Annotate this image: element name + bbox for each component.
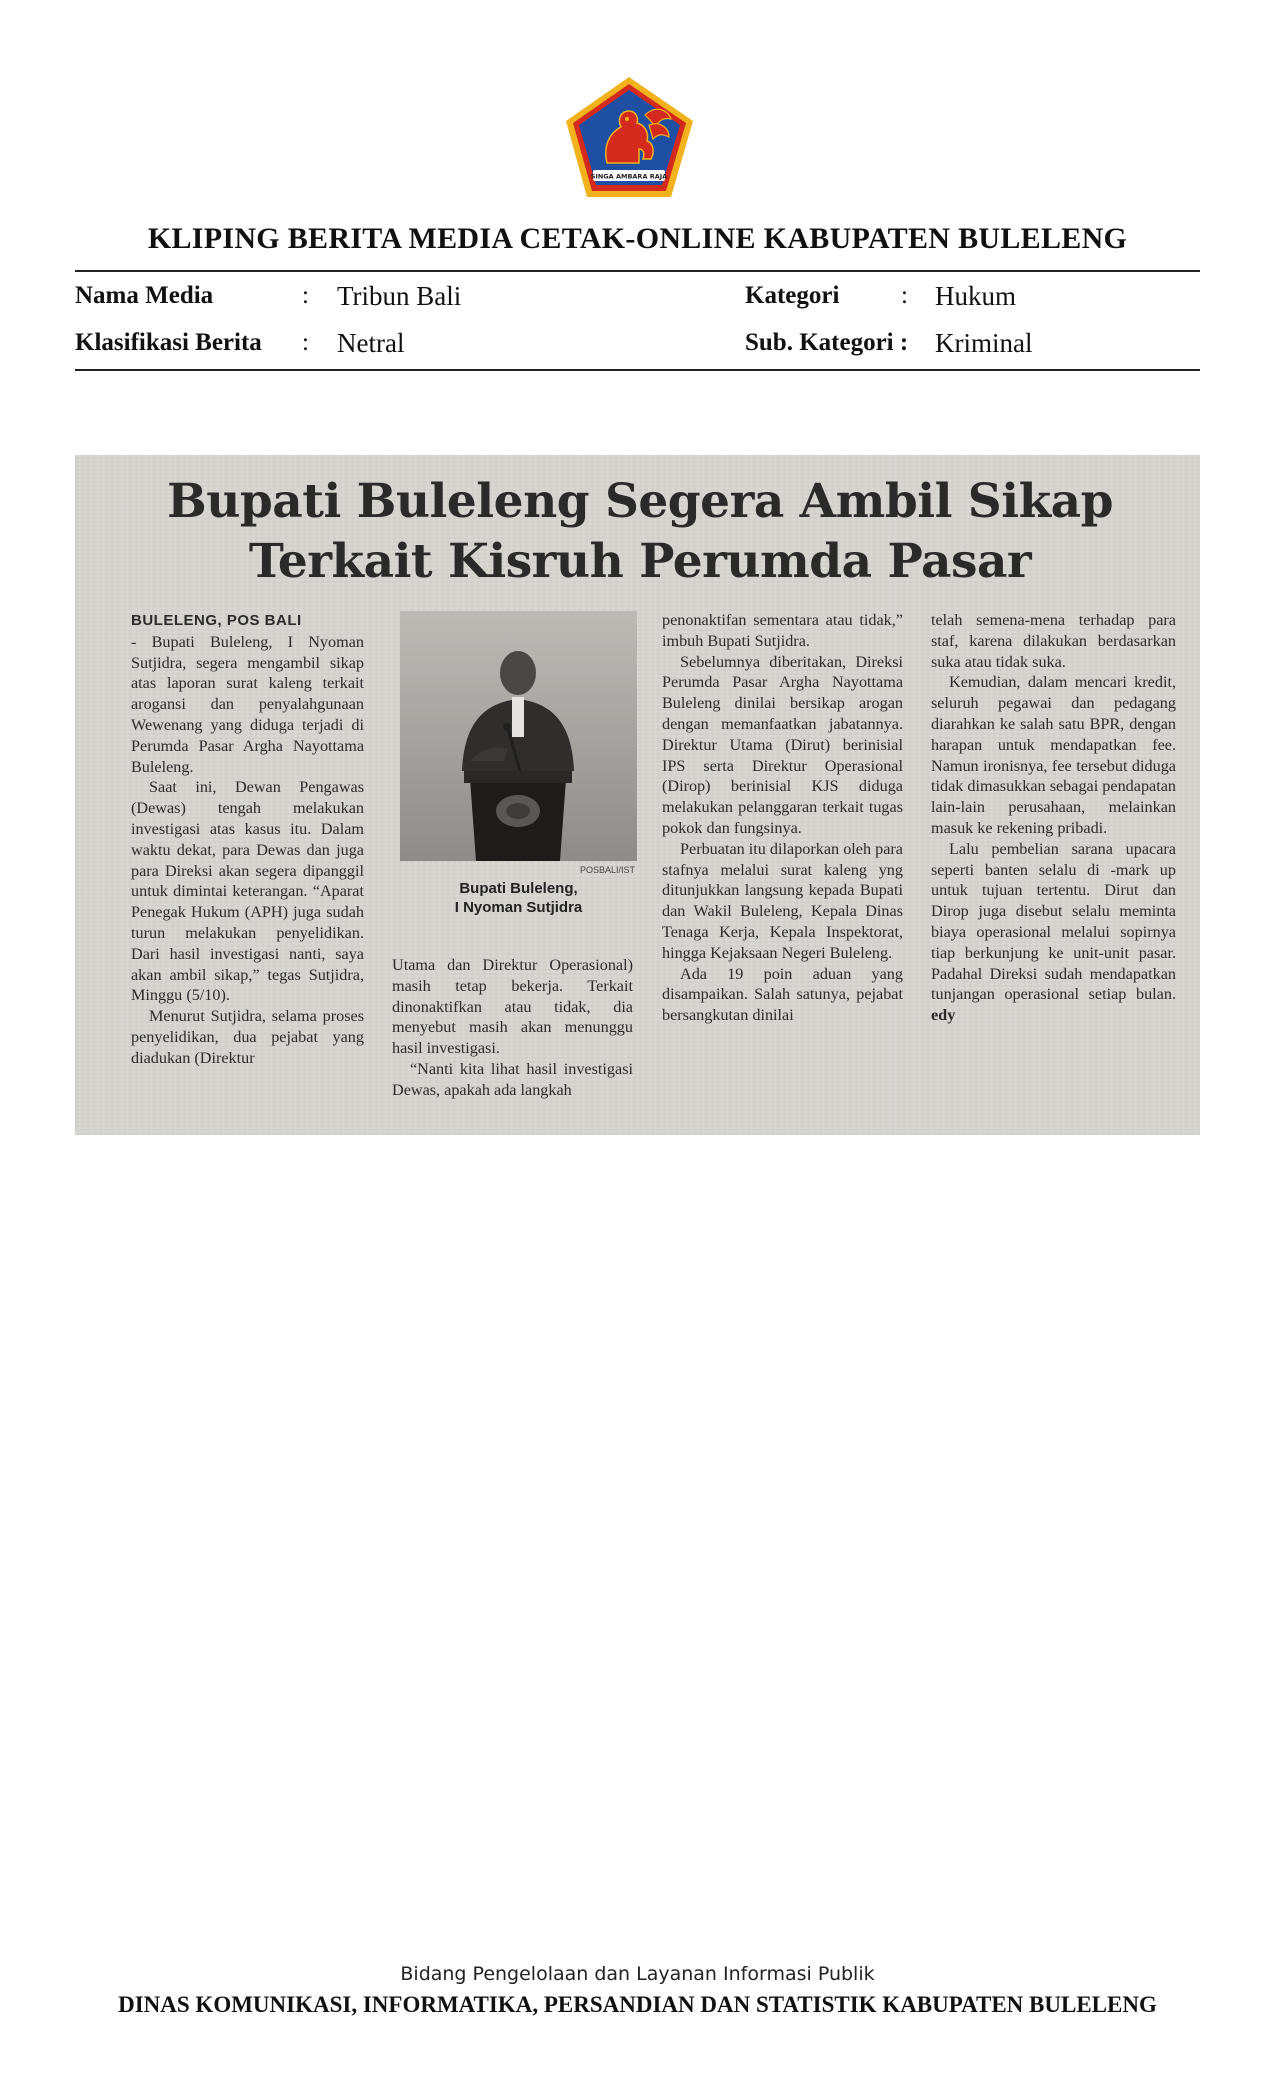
regency-crest-logo [563,75,696,201]
article-paragraph: Utama dan Direktur Operasional) masih tetap bekerja. Terkait dinonaktifkan atau tidak, dia menyebut masih akan menunggu hasil investigasi. [392,956,633,1058]
article-paragraph: penonaktifan sementara atau tidak,” imbuh Bupati Sutjidra. [662,611,903,650]
classification-label: Klasifikasi Berita [75,329,262,356]
photo-credit: POSBALI/IST [580,865,636,875]
photo-caption-line-1: Bupati Buleleng, [459,880,578,897]
document-title: KLIPING BERITA MEDIA CETAK-ONLINE KABUPATEN BULELENG [147,222,1128,255]
article-dateline: BULELENG, POS BALI [131,612,302,629]
article-paragraph: “Nanti kita lihat hasil investigasi Dewas, apakah ada langkah [392,1059,633,1099]
category-separator: : [901,282,908,309]
article-paragraph: Kemudian, dalam mencari kredit, seluruh pegawai dan pedagang diarahkan ke salah satu BPR, dengan harapan untuk mendapatkan fee. Namun ironisnya, fee tersebut diduga tidak dimasukkan sebagai pendapatan lain-lain perusahaan, melainkan masuk ke rekening pribadi. [931,673,1176,837]
footer-division: Bidang Pengelolaan dan Layanan Informasi Publik [400,1963,875,1985]
sub-category-value: Kriminal [935,328,1033,358]
article-column-4 [931,610,1176,1130]
article-paragraph: Ada 19 poin aduan yang disampaikan. Salah satunya, pejabat bersangkutan dinilai [662,964,903,1025]
photo-caption-line-2: I Nyoman Sutjidra [454,899,583,916]
article-headline-line-2: Terkait Kisruh Perumda Pasar [248,534,1032,589]
article-paragraph: Menurut Sutjidra, selama proses penyelidikan, dua pejabat yang diadukan (Direktur [131,1007,364,1067]
article-paragraph: telah semena-mena terhadap para staf, karena dilakukan berdasarkan suka atau tidak suka. [931,611,1176,671]
article-paragraph-text: Lalu pembelian sarana upacara seperti banten selalu di -mark up untuk tujuan tertentu. Dirut dan Dirop juga disebut selalu meminta biaya operasional melalui sopirnya tiap berkunjung ke unit-unit pasar. Padahal Direksi sudah mendapatkan tunjangan operasional setiap bulan. [931,839,1176,1004]
article-column-1 [131,610,364,1130]
article-paragraph: - Bupati Buleleng, I Nyoman Sutjidra, segera mengambil sikap atas laporan surat kaleng terkait arogansi dan penyalahgunaan Wewenang yang diduga terjadi di Perumda Pasar Argha Nayottama Buleleng. [131,632,364,776]
article-paragraph [931,839,1176,1026]
footer-agency: DINAS KOMUNIKASI, INFORMATIKA, PERSANDIAN DAN STATISTIK KABUPATEN BULELENG [118,1992,1157,2017]
classification-separator: : [302,329,309,356]
media-name-separator: : [302,282,309,309]
media-name-label: Nama Media [75,282,214,309]
category-label: Kategori [745,282,840,309]
newspaper-clipping [75,455,1200,1135]
header-divider-bottom [75,369,1200,371]
author-signature: edy [931,1006,956,1025]
article-paragraph: Sebelumnya diberitakan, Direksi Perumda Pasar Argha Nayottama Buleleng dinilai bersikap arogan dengan memanfaatkan jabatannya. Direktur Utama (Dirut) berinisial IPS serta Direktur Operasional (Dirop) berinisial KJS diduga melakukan pelanggaran terkait tugas pokok dan fungsinya. [662,652,903,837]
article-headline-line-1: Bupati Buleleng Segera Ambil Sikap [167,474,1113,529]
article-paragraph: Perbuatan itu dilaporkan oleh para stafnya melalui surat kaleng yng ditunjukkan langsung kepada Bupati dan Wakil Buleleng, Kepala Dinas Tenaga Kerja, Kepala Inspektorat, hingga Kejaksaan Negeri Buleleng. [662,839,903,962]
article-column-3 [662,610,903,1130]
article-paragraph: Saat ini, Dewan Pengawas (Dewas) tengah melakukan investigasi atas kasus itu. Dalam waktu dekat, para Dewas dan juga para Direksi akan segera dipanggil untuk dimintai keterangan. “Aparat Penegak Hukum (APH) juga sudah turun melakukan penyelidikan. Dari hasil investigasi nanti, saya akan ambil sikap,” tegas Sutjidra, Minggu (5/10). [131,778,364,1005]
category-value: Hukum [935,281,1016,311]
speaker-at-podium-photo [400,611,637,861]
singa-ambara-raja-crest-icon [563,75,696,201]
classification-value: Netral [337,328,405,358]
header-divider-top [75,270,1200,272]
article-column-2 [392,955,633,1135]
media-name-value: Tribun Bali [337,281,462,311]
article-photo [400,611,637,861]
crest-motto: SINGA AMBARA RAJA [590,172,668,181]
photo-caption [400,879,637,917]
sub-category-label: Sub. Kategori : [745,329,909,356]
